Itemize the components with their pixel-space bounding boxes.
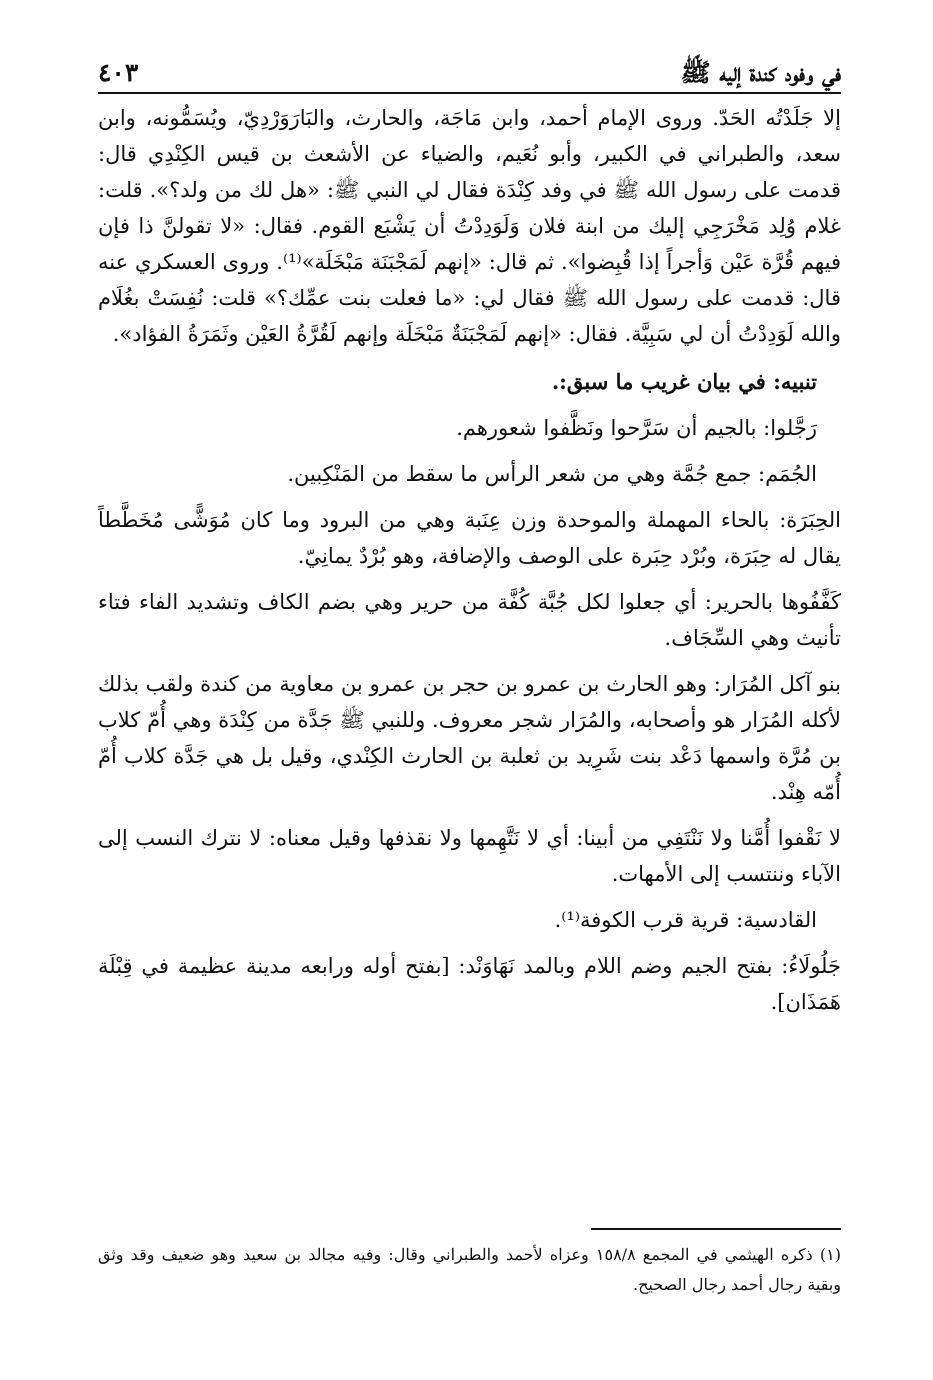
gloss-rajjalu: رَجَّلوا: بالجيم أن سَرَّحوا ونَظَّفوا شعورهم. <box>456 416 817 440</box>
running-title: في وفود كندة إليه ﷺ <box>680 58 841 87</box>
gloss-qadisiyya: القادسية: قرية قرب الكوفة⁽¹⁾. <box>554 908 817 932</box>
gloss-jalula: جَلُولَاءُ: بفتح الجيم وضم اللام وبالمد نَهَاوَنْد: [بفتح أوله ورابعه مدينة عظيمة في قِبْلَة هَمَذَان]. <box>98 954 841 1014</box>
paragraph-hadith: إلا جَلَدْتُه الحَدّ. وروى الإمام أحمد، وابن مَاجَة، والحارث، والبَارَوَرْدِيّ، ويُسَمُّونه، وابن سعد، والطبراني في الكبير، وأبو نُعَيم، والضياء عن الأشعث بن قيس الكِنْدِي قال: قدمت على رسول الله ﷺ في وفد كِنْدَة فقال لي النبي ﷺ: «هل لك من ولد؟». قلت: غلام وُلِد مَخْرَجِي إليك من ابنة فلان وَلَوَدِدْتُ أن يَشْبَع القوم. فقال: «لا تقولنَّ ذا فإن فيهم قُرَّة عَيْن وَأجراً إذا قُبِضوا». ثم قال: «إنهم لَمَجْبَنَة مَبْخَلَة»⁽¹⁾. وروى العسكري عنه قال: قدمت على رسول الله ﷺ فقال لي: «ما فعلت بنت عمِّك؟» قلت: نُفِسَتْ بغُلَام والله لَوَدِدْتُ أن لي سَبِيَّة. فقال: «إنهم لَمَجْبَنَةٌ مَبْخَلَة وإنهم لَقُرَّةُ العَيْن وثَمَرَةُ الفؤاد». <box>98 106 841 346</box>
page-header <box>98 38 841 94</box>
footnote-1: (١) ذكره الهيثمي في المجمع ١٥٨/٨ وعزاه لأحمد والطبراني وقال: وفيه مجالد بن سعيد وهو ضعيف وقد وثق وبقية رجال أحمد رجال الصحيح. <box>98 1245 842 1294</box>
footnotes <box>98 1240 841 1300</box>
notice-heading: تنبيه: في بيان غريب ما سبق:. <box>551 369 817 394</box>
gloss-kaffafuha: كَفَّفُوها بالحرير: أي جعلوا لكل جُبَّة كُفَّة من حرير وهي بضم الكاف وتشديد الفاء فتاء تأنيث وهي السِّجَاف. <box>98 590 841 650</box>
page-number: ٤٠٣ <box>98 58 139 87</box>
footnote-divider <box>591 1228 841 1230</box>
gloss-jumam: الجُمَم: جمع جُمَّة وهي من شعر الرأس ما سقط من المَنْكِبين. <box>287 462 817 486</box>
gloss-la-naqfu: لا نَقْفوا أُمَّنا ولا نَنْتَفِي من أبينا: أي لا نَتَّهِمها ولا نقذفها وقيل معناه: لا نترك النسب إلى الآباء وننتسب إلى الأمهات. <box>98 826 841 886</box>
gloss-akil-al-murar: بنو آكل المُرَار: وهو الحارث بن عمرو بن حجر بن عمرو بن معاوية من كندة ولقب بذلك لأكله المُرَار هو وأصحابه، والمُرَار شجر معروف. وللنبي ﷺ جَدَّة من كِنْدَة وهي أُمّ كلاب بن مُرَّة واسمها دَعْد بنت شَرِيد بن ثعلبة بن الحارث الكِنْدي، وقيل بل هي جَدَّة كلاب أُمّ أُمّه هِنْد. <box>98 672 841 804</box>
gloss-hibara: الحِبَرَة: بالحاء المهملة والموحدة وزن عِنَبة وهي من البرود وما كان مُوَشًّى مُخَطَّطاً يقال له حِبَرَة، وبُرْد حِبَرة على الوصف والإضافة، وهو بُرْدٌ يمانِيّ. <box>98 508 841 568</box>
main-text <box>98 100 841 1030</box>
